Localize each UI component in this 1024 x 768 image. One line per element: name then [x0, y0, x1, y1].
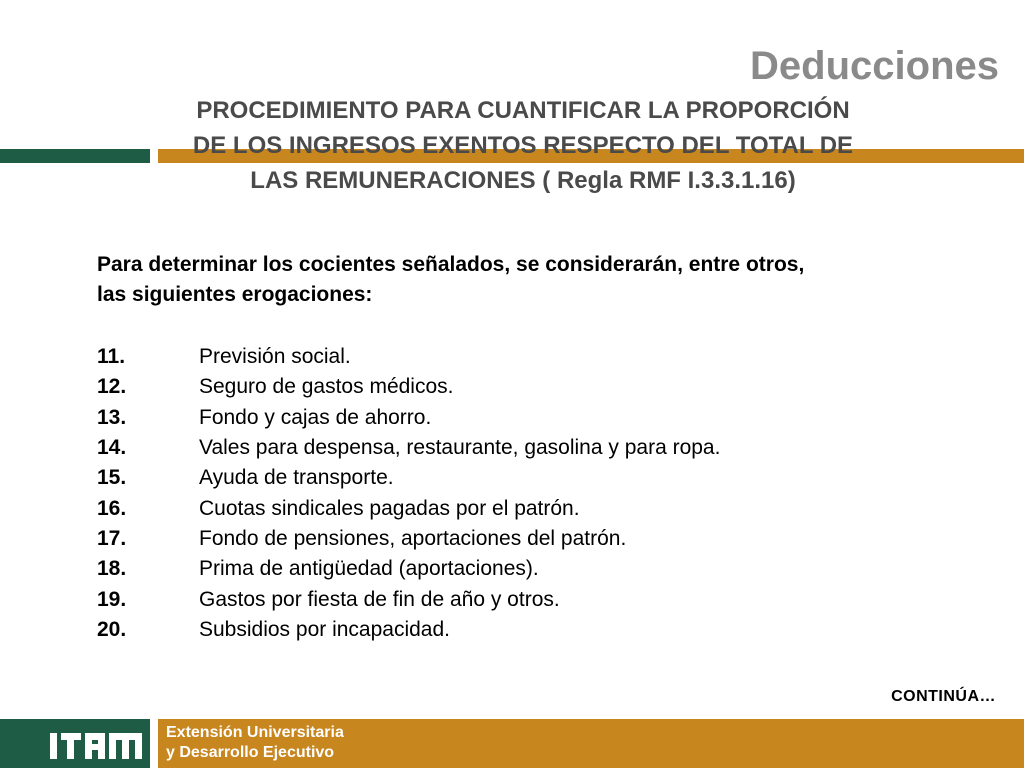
list-item — [97, 524, 977, 554]
list-item — [97, 493, 977, 523]
slide-title: Deducciones — [750, 44, 999, 88]
item-number: 19. — [97, 587, 127, 611]
footer-line: Extensión Universitaria — [166, 724, 344, 741]
list-item — [97, 615, 977, 645]
item-text: Fondo y cajas de ahorro. — [199, 405, 432, 429]
subtitle-line: PROCEDIMIENTO PARA CUANTIFICAR LA PROPORCIÓN — [196, 97, 850, 124]
item-text: Subsidios por incapacidad. — [199, 617, 450, 641]
list-item — [97, 554, 977, 584]
item-text: Seguro de gastos médicos. — [199, 375, 454, 399]
item-number: 13. — [97, 405, 127, 429]
intro-line: Para determinar los cocientes señalados, se considerarán, entre otros, — [97, 253, 805, 276]
item-text: Ayuda de transporte. — [199, 466, 394, 490]
list-item — [97, 463, 977, 493]
item-text: Cuotas sindicales pagadas por el patrón. — [199, 496, 580, 520]
list-item — [97, 584, 977, 614]
item-text: Gastos por fiesta de fin de año y otros. — [199, 587, 560, 611]
item-number: 20. — [97, 617, 127, 641]
item-number: 16. — [97, 496, 127, 520]
list-item — [97, 342, 977, 372]
item-number: 11. — [97, 345, 126, 369]
item-number: 15. — [97, 466, 127, 490]
item-text: Fondo de pensiones, aportaciones del patrón. — [199, 526, 627, 550]
item-number: 14. — [97, 436, 127, 460]
item-number: 18. — [97, 557, 127, 581]
itam-logo — [50, 733, 142, 759]
list-item — [97, 403, 977, 433]
footer-text — [166, 723, 344, 763]
continua-label: CONTINÚA… — [891, 688, 996, 705]
slide-subtitle — [100, 93, 946, 198]
footer-line: y Desarrollo Ejecutivo — [166, 744, 335, 761]
item-text: Vales para despensa, restaurante, gasolina y para ropa. — [199, 436, 721, 460]
item-text: Previsión social. — [199, 345, 351, 369]
subtitle-line: DE LOS INGRESOS EXENTOS RESPECTO DEL TOTAL DE — [192, 132, 854, 159]
list-item — [97, 372, 977, 402]
list-item — [97, 433, 977, 463]
item-number: 12. — [97, 375, 127, 399]
intro-paragraph — [97, 250, 977, 310]
item-number: 17. — [97, 526, 127, 550]
erogaciones-list — [97, 342, 977, 645]
intro-line: las siguientes erogaciones: — [97, 283, 373, 306]
item-text: Prima de antigüedad (aportaciones). — [199, 557, 539, 581]
subtitle-line: LAS REMUNERACIONES ( Regla RMF I.3.3.1.16) — [250, 167, 796, 194]
